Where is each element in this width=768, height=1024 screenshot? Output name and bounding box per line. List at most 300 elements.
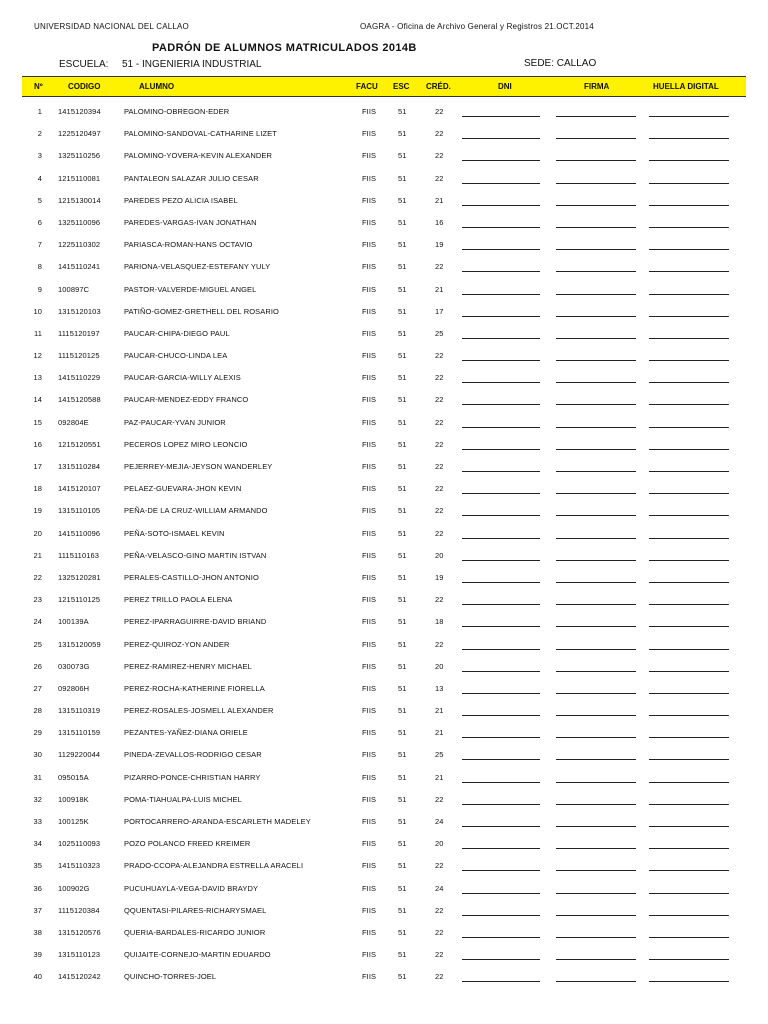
student-code: 1415120588 [58,395,101,405]
sede-label: SEDE: CALLAO [524,58,597,69]
signature-blank [556,649,636,650]
credits: 19 [435,572,444,582]
credits: 22 [435,528,444,538]
dni-blank [462,471,540,472]
school-code: 51 [398,905,407,915]
student-name: PORTOCARRERO-ARANDA-ESCARLETH MADELEY [124,817,311,826]
row-number: 29 [33,728,42,738]
fingerprint-blank [649,560,729,561]
faculty: FIIS [362,572,377,582]
credits: 22 [435,639,444,649]
school-code: 51 [398,972,407,982]
student-name: PAUCAR-MENDEZ-EDDY FRANCO [124,395,249,405]
student-name: POMA-TIAHUALPA-LUIS MICHEL [124,794,242,804]
school-code: 51 [398,462,407,471]
student-name: PATIÑO-GOMEZ-GRETHELL DEL ROSARIO [124,306,279,316]
credits: 22 [435,107,444,116]
dni-blank [462,560,540,561]
school-code: 51 [398,240,407,250]
credits: 22 [435,927,444,937]
dni-blank [462,737,540,738]
col-firma: FIRMA [584,82,610,91]
student-code: 095015A [58,772,89,782]
table-row [0,789,768,811]
signature-blank [556,404,636,405]
escuela-value: 51 - INGENIERIA INDUSTRIAL [122,59,262,70]
signature-blank [556,138,636,139]
fingerprint-blank [649,183,729,184]
student-name: PANTALEON SALAZAR JULIO CESAR [124,173,259,183]
signature-blank [556,671,636,672]
student-code: 1415110323 [58,861,101,871]
credits: 22 [435,484,444,494]
school-code: 51 [398,950,407,960]
signature-blank [556,582,636,583]
faculty: FIIS [362,173,377,183]
signature-blank [556,715,636,716]
credits: 22 [435,861,444,871]
signature-blank [556,893,636,894]
fingerprint-blank [649,382,729,383]
col-alumno: ALUMNO [139,82,175,91]
row-number: 25 [33,639,42,649]
credits: 22 [435,173,444,183]
fingerprint-blank [649,338,729,339]
row-number: 2 [37,129,42,139]
signature-blank [556,981,636,982]
faculty: FIIS [362,151,377,161]
dni-blank [462,160,540,161]
student-code: 1415110096 [58,528,101,538]
student-code: 1415110229 [58,373,101,383]
row-number: 24 [33,617,42,627]
signature-blank [556,449,636,450]
signature-blank [556,360,636,361]
signature-blank [556,959,636,960]
row-number: 21 [33,550,42,560]
faculty: FIIS [362,595,377,605]
dni-blank [462,915,540,916]
credits: 13 [435,683,444,693]
signature-blank [556,294,636,295]
table-row [0,279,768,301]
student-name: PEJERREY-MEJIA-JEYSON WANDERLEY [124,462,273,471]
school-code: 51 [398,417,407,427]
student-code: 1415120394 [58,107,101,116]
fingerprint-blank [649,915,729,916]
table-row [0,190,768,212]
school-code: 51 [398,861,407,871]
table-row [0,389,768,411]
table-row [0,922,768,944]
table-row [0,168,768,190]
school-code: 51 [398,107,407,116]
signature-blank [556,316,636,317]
row-number: 12 [33,351,42,361]
faculty: FIIS [362,794,377,804]
table-row [0,301,768,323]
dni-blank [462,782,540,783]
dni-blank [462,515,540,516]
student-code: 100139A [58,617,89,627]
student-name: PEÑA-DE LA CRUZ-WILLIAM ARMANDO [124,506,268,516]
credits: 21 [435,728,444,738]
faculty: FIIS [362,373,377,383]
table-row [0,101,768,123]
dni-blank [462,893,540,894]
student-name: PARIASCA-ROMAN-HANS OCTAVIO [124,240,253,250]
faculty: FIIS [362,484,377,494]
student-name: PASTOR-VALVERDE-MIGUEL ANGEL [124,284,257,294]
faculty: FIIS [362,972,377,982]
fingerprint-blank [649,227,729,228]
fingerprint-blank [649,893,729,894]
fingerprint-blank [649,116,729,117]
col-num: Nº [34,82,43,91]
school-code: 51 [398,506,407,516]
student-name: PRADO-CCOPA-ALEJANDRA ESTRELLA ARACELI [124,861,304,871]
row-number: 16 [33,439,42,449]
faculty: FIIS [362,550,377,560]
faculty: FIIS [362,617,377,627]
credits: 21 [435,772,444,782]
table-row [0,656,768,678]
table-row [0,567,768,589]
credits: 21 [435,284,444,294]
faculty: FIIS [362,417,377,427]
dni-blank [462,649,540,650]
credits: 22 [435,395,444,405]
table-row [0,523,768,545]
dni-blank [462,671,540,672]
student-name: PAREDES PEZO ALICIA ISABEL [124,195,238,205]
fingerprint-blank [649,981,729,982]
dni-blank [462,316,540,317]
school-code: 51 [398,639,407,649]
school-code: 51 [398,217,407,227]
university-name: UNIVERSIDAD NACIONAL DEL CALLAO [34,22,189,31]
row-number: 22 [33,572,42,582]
row-number: 3 [37,151,42,161]
fingerprint-blank [649,471,729,472]
faculty: FIIS [362,462,377,471]
table-row [0,589,768,611]
credits: 22 [435,462,444,471]
student-name: PAUCAR-GARCIA-WILLY ALEXIS [124,373,241,383]
dni-blank [462,493,540,494]
credits: 17 [435,306,444,316]
table-row [0,145,768,167]
credits: 21 [435,195,444,205]
credits: 22 [435,151,444,161]
dni-blank [462,626,540,627]
student-code: 092804E [58,417,89,427]
fingerprint-blank [649,826,729,827]
credits: 25 [435,750,444,760]
row-number: 28 [33,706,42,716]
fingerprint-blank [649,138,729,139]
student-code: 1115120384 [58,905,100,915]
student-code: 1315110319 [58,706,101,716]
col-dni: DNI [498,82,512,91]
fingerprint-blank [649,937,729,938]
student-code: 1115120125 [58,351,100,361]
credits: 22 [435,905,444,915]
row-number: 9 [37,284,42,294]
office-date: OAGRA - Oficina de Archivo General y Registros 21.OCT.2014 [360,22,594,31]
student-code: 030073G [58,661,90,671]
row-number: 17 [33,462,42,471]
signature-blank [556,538,636,539]
student-name: PEREZ-ROSALES-JOSMELL ALEXANDER [124,706,274,716]
student-code: 1415120107 [58,484,101,494]
fingerprint-blank [649,449,729,450]
signature-blank [556,183,636,184]
signature-blank [556,782,636,783]
student-code: 100897C [58,284,90,294]
table-row [0,833,768,855]
credits: 20 [435,839,444,849]
signature-blank [556,915,636,916]
dni-blank [462,116,540,117]
student-name: PIZARRO-PONCE-CHRISTIAN HARRY [124,772,261,782]
table-row [0,345,768,367]
row-number: 5 [37,195,42,205]
dni-blank [462,937,540,938]
dni-blank [462,138,540,139]
school-code: 51 [398,173,407,183]
dni-blank [462,582,540,583]
student-name: PEREZ-RAMIREZ-HENRY MICHAEL [124,661,252,671]
table-row [0,944,768,966]
row-number: 1 [37,107,42,116]
col-esc: ESC [393,82,410,91]
col-huella: HUELLA DIGITAL [653,82,719,91]
school-code: 51 [398,129,407,139]
student-code: 1115120197 [58,328,100,338]
dni-blank [462,870,540,871]
school-code: 51 [398,728,407,738]
student-code: 1415120242 [58,972,101,982]
school-code: 51 [398,306,407,316]
school-code: 51 [398,262,407,272]
row-number: 15 [33,417,42,427]
fingerprint-blank [649,160,729,161]
faculty: FIIS [362,107,377,116]
dni-blank [462,404,540,405]
table-row [0,855,768,877]
credits: 22 [435,595,444,605]
fingerprint-blank [649,649,729,650]
row-number: 10 [33,306,42,316]
dni-blank [462,227,540,228]
faculty: FIIS [362,639,377,649]
credits: 18 [435,617,444,627]
row-number: 33 [33,817,42,826]
school-code: 51 [398,550,407,560]
fingerprint-blank [649,249,729,250]
row-number: 8 [37,262,42,272]
table-row [0,767,768,789]
table-row [0,678,768,700]
fingerprint-blank [649,538,729,539]
signature-blank [556,205,636,206]
signature-blank [556,604,636,605]
row-number: 35 [33,861,42,871]
row-number: 39 [33,950,42,960]
col-facu: FACU [356,82,378,91]
school-code: 51 [398,284,407,294]
dni-blank [462,693,540,694]
school-code: 51 [398,772,407,782]
student-code: 100125K [58,817,89,826]
student-code: 1325110096 [58,217,101,227]
credits: 22 [435,950,444,960]
student-code: 092806H [58,683,90,693]
signature-blank [556,737,636,738]
student-code: 1315120103 [58,306,101,316]
row-number: 14 [33,395,42,405]
faculty: FIIS [362,817,377,826]
row-number: 7 [37,240,42,250]
school-code: 51 [398,683,407,693]
faculty: FIIS [362,661,377,671]
student-code: 1025110093 [58,839,101,849]
faculty: FIIS [362,439,377,449]
school-code: 51 [398,661,407,671]
table-row [0,811,768,833]
credits: 22 [435,351,444,361]
table-row [0,744,768,766]
faculty: FIIS [362,217,377,227]
signature-blank [556,493,636,494]
student-name: PAUCAR-CHUCO-LINDA LEA [124,351,228,361]
fingerprint-blank [649,271,729,272]
dni-blank [462,759,540,760]
col-cred: CRÉD. [426,82,451,91]
school-code: 51 [398,328,407,338]
fingerprint-blank [649,404,729,405]
school-code: 51 [398,373,407,383]
table-row [0,456,768,478]
row-number: 40 [33,972,42,982]
row-number: 36 [33,883,42,893]
student-name: QQUENTASI-PILARES-RICHARYSMAEL [124,905,267,915]
fingerprint-blank [649,959,729,960]
faculty: FIIS [362,306,377,316]
student-code: 1315120059 [58,639,101,649]
table-row [0,722,768,744]
row-number: 34 [33,839,42,849]
student-name: PINEDA-ZEVALLOS-RODRIGO CESAR [124,750,262,760]
student-code: 1215130014 [58,195,101,205]
school-code: 51 [398,817,407,826]
escuela-label: ESCUELA: [59,59,109,70]
student-name: PEREZ TRILLO PAOLA ELENA [124,595,233,605]
student-name: POZO POLANCO FREED KREIMER [124,839,251,849]
school-code: 51 [398,528,407,538]
row-number: 19 [33,506,42,516]
fingerprint-blank [649,427,729,428]
fingerprint-blank [649,205,729,206]
credits: 22 [435,129,444,139]
fingerprint-blank [649,493,729,494]
student-name: PARIONA-VELASQUEZ-ESTEFANY YULY [124,262,271,272]
table-header [22,76,746,97]
student-name: PEÑA-VELASCO-GINO MARTIN ISTVAN [124,550,267,560]
dni-blank [462,338,540,339]
dni-blank [462,604,540,605]
student-name: PAREDES-VARGAS-IVAN JONATHAN [124,217,257,227]
fingerprint-blank [649,804,729,805]
school-code: 51 [398,595,407,605]
student-name: PALOMINO-OBREGON-EDER [124,107,230,116]
dni-blank [462,427,540,428]
student-name: PALOMINO-YOVERA-KEVIN ALEXANDER [124,151,272,161]
school-code: 51 [398,572,407,582]
student-code: 1225110302 [58,240,101,250]
fingerprint-blank [649,316,729,317]
student-name: PAUCAR-CHIPA-DIEGO PAUL [124,328,230,338]
faculty: FIIS [362,883,377,893]
dni-blank [462,826,540,827]
faculty: FIIS [362,506,377,516]
faculty: FIIS [362,528,377,538]
credits: 22 [435,417,444,427]
credits: 22 [435,506,444,516]
table-row [0,700,768,722]
signature-blank [556,249,636,250]
credits: 22 [435,794,444,804]
table-row [0,123,768,145]
faculty: FIIS [362,240,377,250]
row-number: 31 [33,772,42,782]
dni-blank [462,294,540,295]
school-code: 51 [398,151,407,161]
faculty: FIIS [362,129,377,139]
signature-blank [556,848,636,849]
faculty: FIIS [362,262,377,272]
faculty: FIIS [362,839,377,849]
fingerprint-blank [649,693,729,694]
student-code: 1315110284 [58,462,101,471]
table-row [0,434,768,456]
student-code: 1315110123 [58,950,101,960]
fingerprint-blank [649,582,729,583]
credits: 19 [435,240,444,250]
table-row [0,212,768,234]
student-code: 1129220044 [58,750,101,760]
student-code: 1325110256 [58,151,101,161]
student-code: 1315120576 [58,927,101,937]
student-name: PEZANTES-YAÑEZ-DIANA ORIELE [124,728,248,738]
school-code: 51 [398,794,407,804]
signature-blank [556,382,636,383]
dni-blank [462,249,540,250]
student-code: 100902G [58,883,90,893]
table-row [0,900,768,922]
school-code: 51 [398,883,407,893]
dni-blank [462,715,540,716]
fingerprint-blank [649,360,729,361]
student-name: PEÑA-SOTO-ISMAEL KEVIN [124,528,225,538]
table-row [0,412,768,434]
faculty: FIIS [362,195,377,205]
row-number: 27 [33,683,42,693]
signature-blank [556,427,636,428]
row-number: 18 [33,484,42,494]
credits: 16 [435,217,444,227]
